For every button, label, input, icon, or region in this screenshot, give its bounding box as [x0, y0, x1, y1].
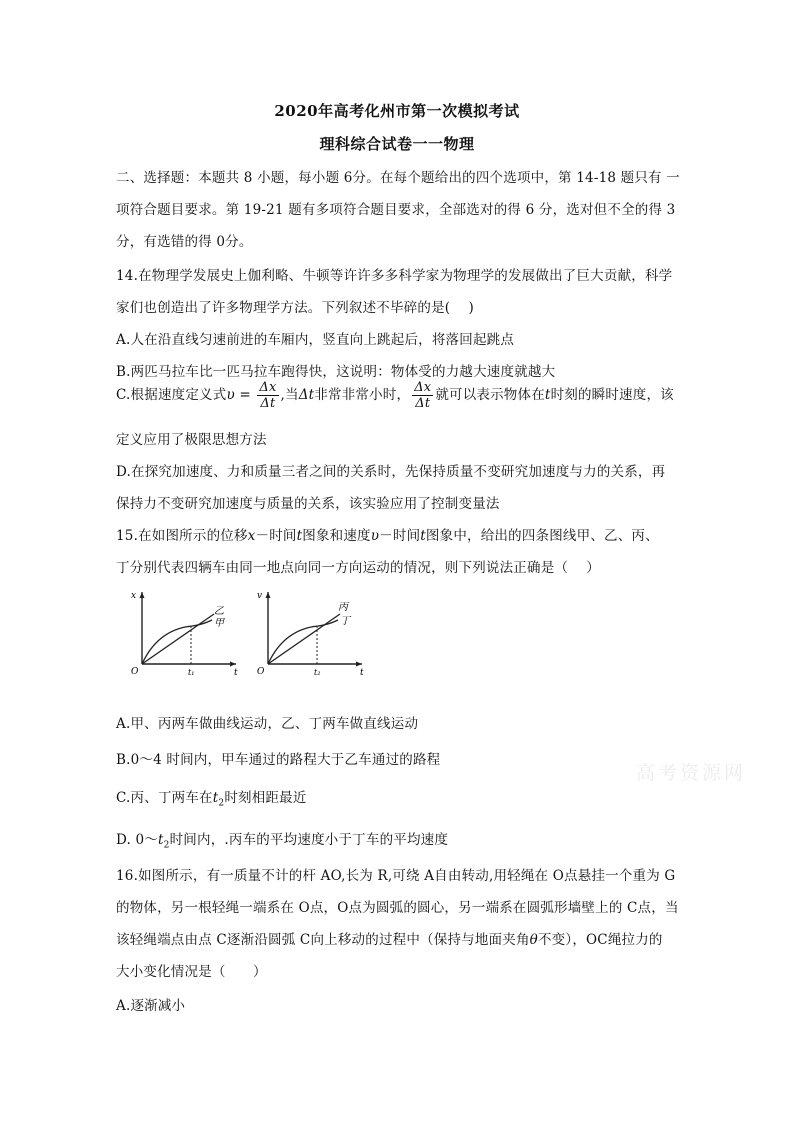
theta-symbol: θ — [529, 932, 538, 948]
q15-stem-text: 15.在如图所示的位移 — [116, 528, 248, 544]
q15-option-a: A.甲、丙两车做曲线运动，乙、丁两车做直线运动 — [116, 716, 419, 732]
q15-option-d-text: D. 0～ — [116, 832, 159, 848]
fraction-numerator: Δx — [414, 380, 432, 395]
q14-option-c-text: ,当 — [280, 387, 299, 403]
x-axis-label: t — [234, 668, 238, 676]
q16-option-a: A.逐渐减小 — [116, 998, 186, 1014]
xt-graph — [122, 586, 242, 676]
section-instructions-line: 二、选择题：本题共 8 小题，每小题 6分。在每个题给出的四个选项中，第 14-18 题只有 一 — [116, 170, 680, 186]
yi-label: 乙 — [214, 606, 224, 617]
fraction-numerator: Δx — [259, 380, 277, 395]
q16-stem-text: 不变），OC绳拉力的 — [537, 932, 663, 948]
q16-stem — [116, 928, 663, 948]
q14-option-c-text: 非常非常小时， — [314, 387, 411, 403]
q15-option-d — [116, 828, 448, 851]
time-symbol: t — [544, 387, 551, 403]
displacement-symbol: x — [247, 528, 256, 544]
q16-stem: 的物体，另一根轻绳一端系在 O点，O点为圆弧的圆心，另一端系在圆弧形墙壁上的 C点，当 — [116, 900, 679, 916]
subscript: 2 — [218, 798, 225, 809]
velocity-symbol: υ — [370, 528, 380, 544]
time-symbol: t — [158, 832, 164, 848]
x-axis-arrow-icon — [230, 662, 236, 667]
q14-stem: 14.在物理学发展史上伽利略、牛顿等许许多多科学家为物理学的发展做出了巨大贡献，科学 — [116, 268, 673, 284]
y-axis-label: x — [131, 591, 137, 601]
vt-graph — [248, 586, 368, 676]
q16-stem-text: 该轻绳端点由点 C逐渐沿圆弧 C向上移动的过程中（保持与地面夹角 — [116, 932, 530, 948]
q14-option-c — [116, 380, 674, 411]
q15-stem-cont: 丁分别代表四辆车由同一地点向同一方向运动的情况，则下列说法正确是（ ） — [116, 560, 600, 576]
exam-subtitle: 理科综合试卷一一物理 — [319, 135, 475, 153]
section-instructions-line: 分，有选错的得 0分。 — [116, 234, 253, 250]
x-axis-arrow-icon — [356, 662, 362, 667]
bing-line — [268, 614, 340, 664]
q15-option-d-text: 时间内，.丙车的平均速度小于丁车的平均速度 — [169, 832, 449, 848]
q15-option-c — [116, 786, 307, 809]
time-symbol: t — [296, 528, 303, 544]
q14-option-c-cont: 定义应用了极限思想方法 — [116, 432, 267, 448]
q14-option-c-text: C.根据速度定义式 — [116, 387, 227, 403]
watermark: 高考资源网 — [636, 762, 747, 784]
origin-label: O — [131, 667, 139, 676]
q15-stem-text: 图象中，给出的四条图线甲、乙、丙、 — [425, 528, 659, 544]
q14-option-a: A.人在沿直线匀速前进的车厢内，竖直向上跳起后，将落回起跳点 — [116, 332, 515, 348]
bing-label: 丙 — [338, 602, 348, 613]
q14-option-d-cont: 保持力不变研究加速度与质量的关系，该实验应用了控制变量法 — [116, 496, 500, 512]
origin-label: O — [257, 667, 265, 676]
q15-option-c-text: C.丙、丁两车在 — [116, 790, 213, 806]
q15-stem-text: －时间 — [379, 528, 421, 544]
yi-line — [142, 614, 214, 664]
exam-title: 2020年高考化州市第一次模拟考试 — [274, 102, 520, 120]
x-axis-label: t — [360, 668, 364, 676]
q15-option-b: B.0～4 时间内，甲车通过的路程大于乙车通过的路程 — [116, 752, 441, 768]
section-instructions-line: 项符合题目要求。第 19-21 题有多项符合题目要求，全部选对的得 6 分，选对但不全的得 3 — [116, 202, 676, 218]
q15-option-c-text: 时刻相距最近 — [224, 790, 307, 806]
t1-tick-label: t₁ — [188, 668, 195, 676]
q14-option-d: D.在探究加速度、力和质量三者之间的关系时，先保持质量不变研究加速度与力的关系，再 — [116, 464, 666, 480]
q15-stem-text: 图象和速度 — [302, 528, 371, 544]
t2-tick-label: t₂ — [314, 668, 321, 676]
equals-sign: = — [234, 387, 256, 403]
velocity-symbol: υ — [226, 387, 235, 403]
q15-stem — [116, 524, 659, 544]
delta-x-over-delta-t-fraction — [412, 380, 433, 411]
delta-x-over-delta-t-fraction — [257, 380, 278, 411]
q16-stem: 大小变化情况是（ ） — [116, 964, 267, 980]
q14-stem: 家们也创造出了许多物理学方法。下列叙述不毕碎的是( ) — [116, 300, 474, 316]
time-symbol: t — [420, 528, 426, 544]
jia-label: 甲 — [214, 618, 224, 629]
ding-label: 丁 — [340, 616, 350, 627]
q14-option-c-text: 时刻的瞬时速度，该 — [550, 387, 674, 403]
fraction-denominator: Δt — [260, 396, 276, 411]
y-axis-label: v — [257, 591, 263, 601]
time-symbol: t — [212, 790, 219, 806]
q14-option-c-text: 就可以表示物体在 — [435, 387, 545, 403]
subscript: 2 — [163, 840, 170, 851]
q16-stem: 16.如图所示，有一质量不计的杆 AO,长为 R,可绕 A自由转动,用轻绳在 O点悬挂一个重为 G — [116, 868, 676, 884]
delta-t-symbol: Δt — [298, 387, 315, 403]
y-axis-arrow-icon — [266, 592, 271, 598]
y-axis-arrow-icon — [140, 592, 145, 598]
q15-stem-text: －时间 — [255, 528, 297, 544]
fraction-denominator: Δt — [415, 396, 431, 411]
q14-option-b: B.两匹马拉车比一匹马拉车跑得快，这说明：物体受的力越大速度就越大 — [116, 364, 556, 380]
